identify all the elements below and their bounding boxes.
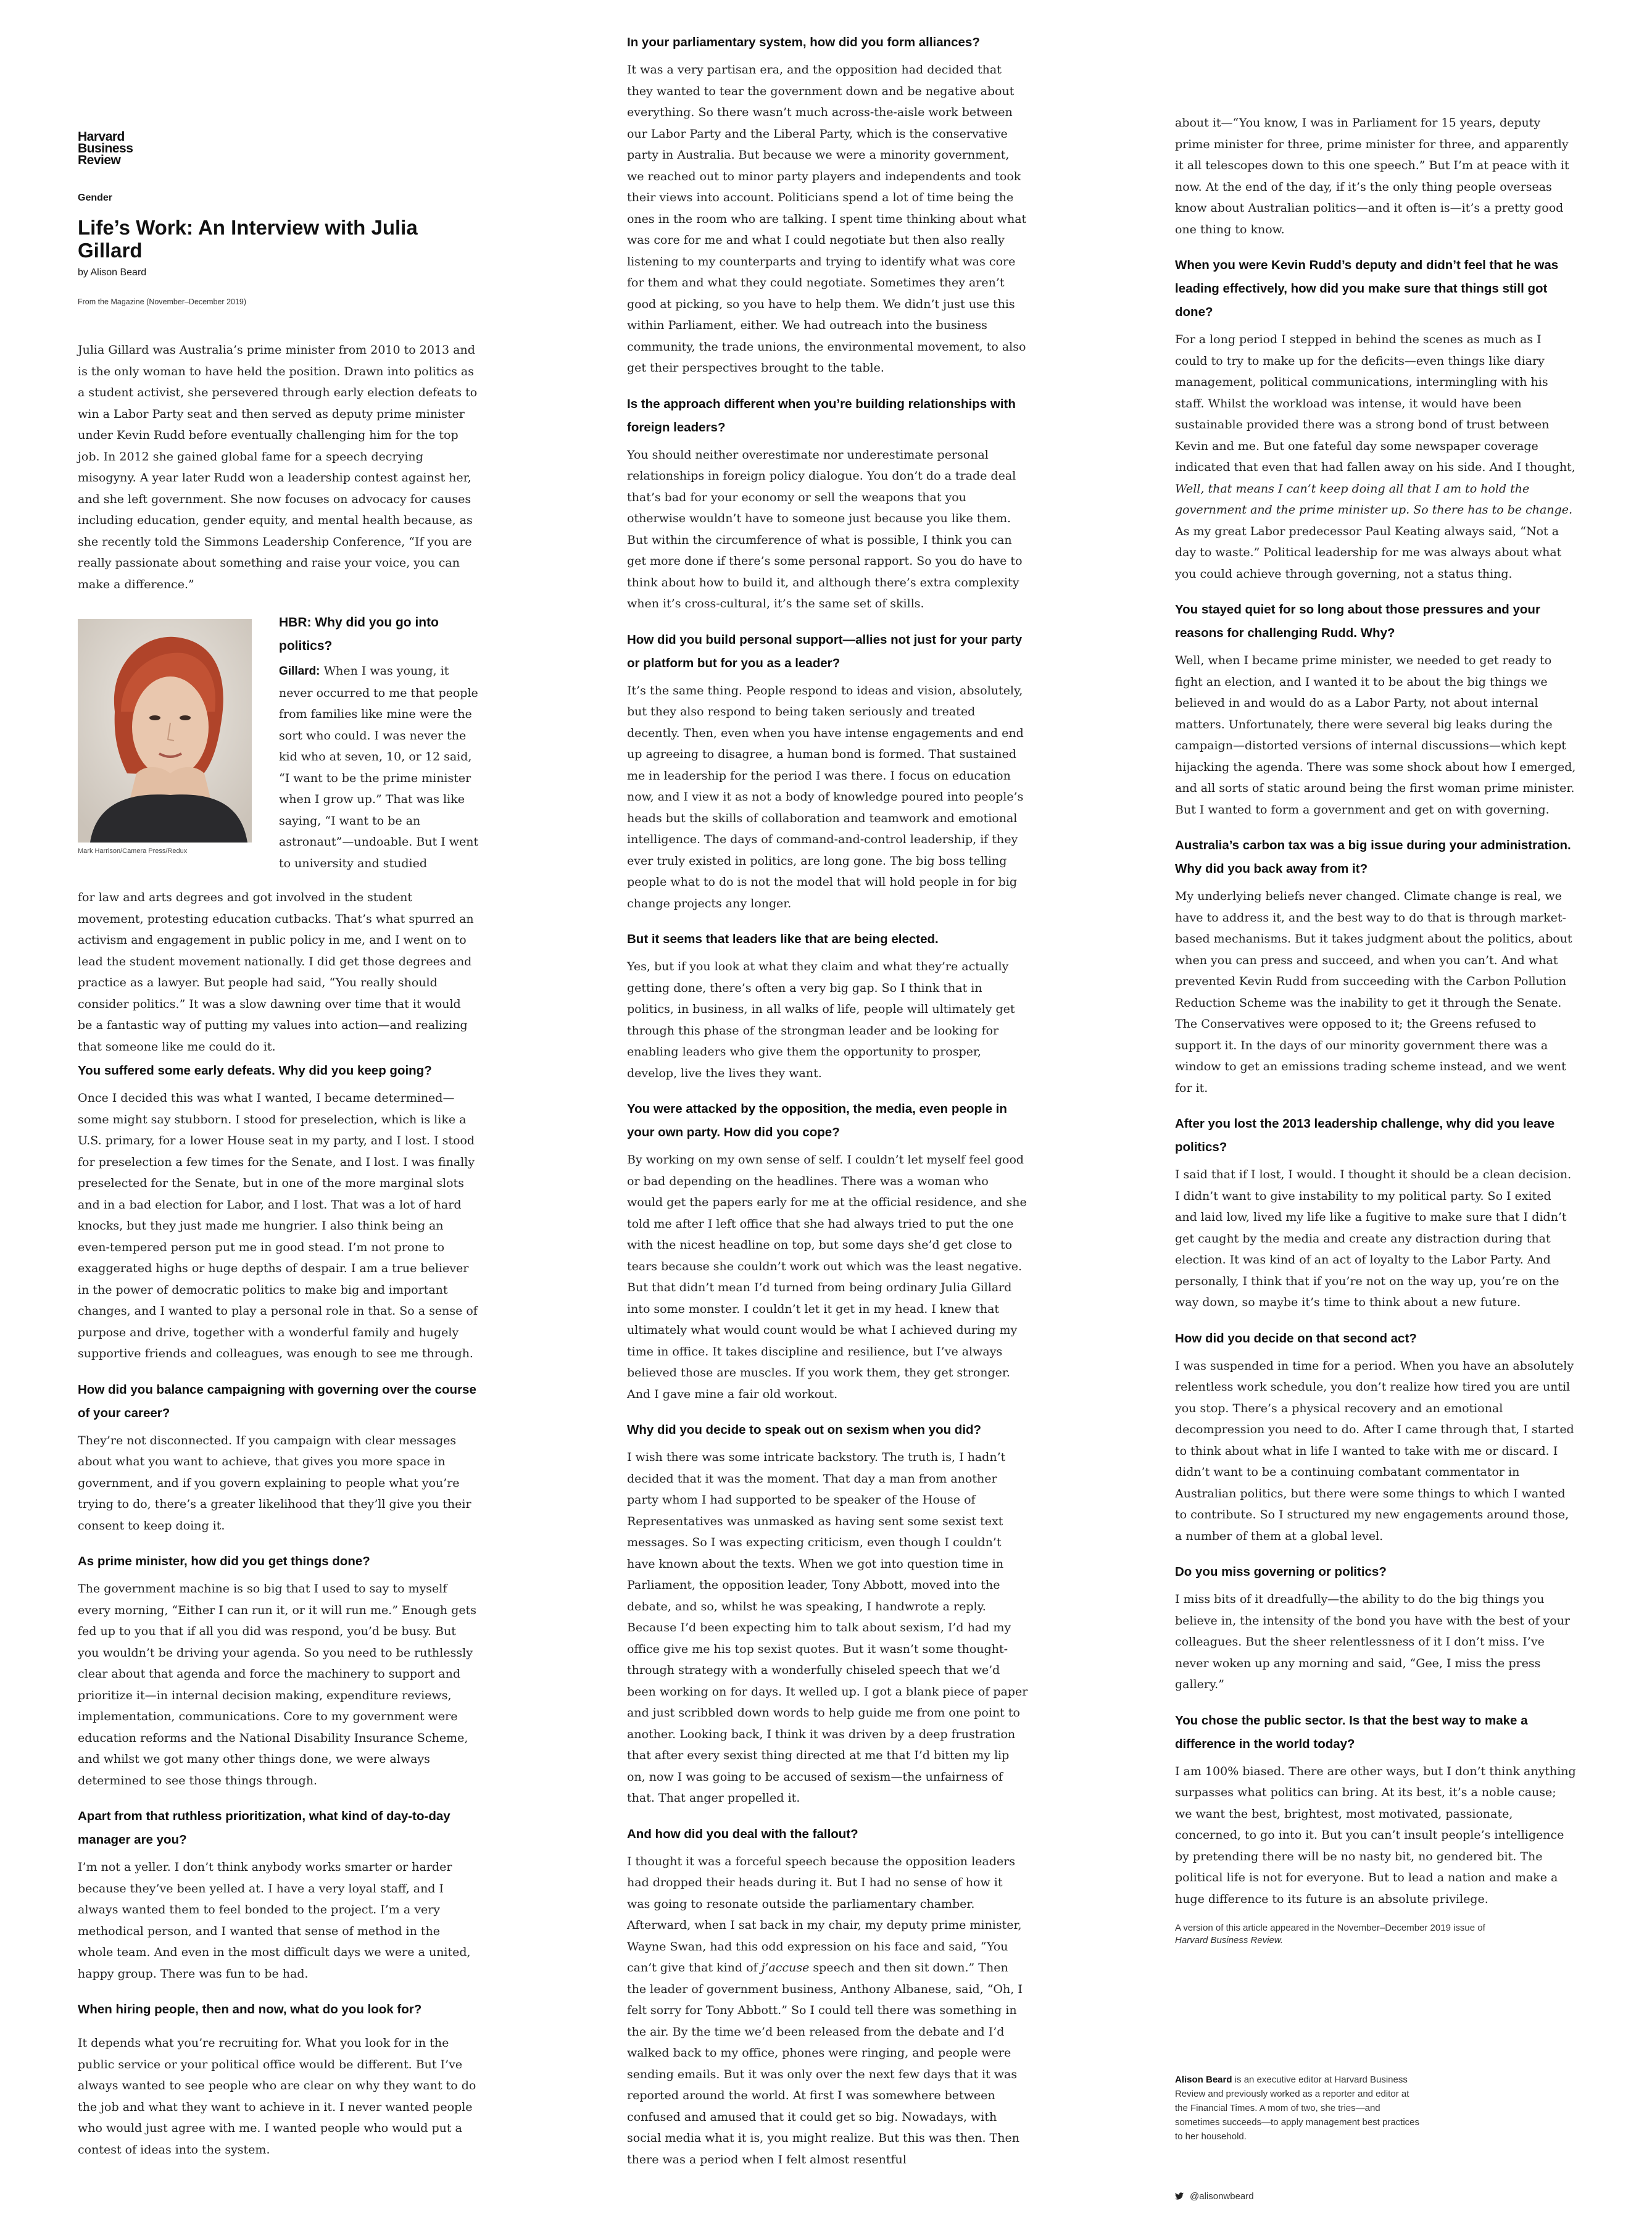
article-intro: Julia Gillard was Australia’s prime minister from 2010 to 2013 and is the only woman to have held the position. Drawn into politics as a student activist, she persevered through early election defeats to win a Labor Party seat and then served as deputy prime minister under Kevin Rudd before eventually challenging him for the top job. In 2012 she gained global fame for a speech decrying misogyny. A year later Rudd won a leadership contest against her, and she left government. She now focuses on advocacy for causes including education, gender equity, and mental health because, as she recently told the Simmons Leadership Conference, “If you are really passionate about something and raise your voice, you can make a difference.” (78, 343, 478, 591)
author-name[interactable]: Alison Beard (1175, 2074, 1232, 2085)
author-twitter[interactable] (1175, 2191, 1254, 2202)
answer-paragraph: I said that if I lost, I would. I thought it should be a clean decision. I didn’t want to give instability to my political party. So I exited and laid low, lived my life like a fugitive to make sure that I didn’t get caught by the media and create any distraction during that election. It was kind of an act of loyalty to the Labor Party. And personally, I think that if you’re not on the way up, you’re on the way down, so maybe it’s time to think about a new future. (1175, 1168, 1572, 1309)
answer-paragraph: Once I decided this was what I wanted, I became determined—some might say stubborn. I stood for preselection, which is like a U.S. primary, for a lower House seat in my party, and I lost. I stood for preselection a few times for the Senate, and I lost. I was finally preselected for the Senate, but in one of the more marginal slots and in a bad election for Labor, and I lost. That was a lot of hard knocks, but they just made me hungrier. I also think being an even-tempered person put me in good stead. I’m not prone to exaggerated highs or huge depths of despair. I am a true believer in the power of democratic politics to make big and important changes, and I wanted to play a personal role in that. So a sense of purpose and drive, together with a wonderful family and hugely supportive friends and colleagues, was enough to see me through. (78, 1091, 478, 1360)
answer-paragraph: It was a very partisan era, and the opposition had decided that they wanted to tear the government down and be negative about everything. So there wasn’t much across-the-aisle work between our Labor Party and the Liberal Party, which is the conservative party in Australia. But because we were a minority government, we reached out to minor party players and independents and took their views into account. Politicians spend a lot of time being the ones in the room who are talking. I spent time thinking about what was core for me and what I could negotiate but then also really listening to my counterparts and trying to identify what was core for them and what they could negotiate. Sometimes they aren’t good at picking, so you have to help them. We didn’t just use this within Parliament, either. We had outreach into the business community, the trade unions, the environmental movement, to also get their perspectives brought to the table. (627, 63, 1027, 375)
issue-note-publication[interactable]: Harvard Business Review. (1175, 1935, 1284, 1945)
question-heading: Do you miss governing or politics? (1175, 1565, 1387, 1579)
question-heading: How did you decide on that second act? (1175, 1331, 1417, 1346)
answer-paragraph (279, 660, 479, 874)
answer-paragraph (627, 1851, 1028, 2171)
qa-block-first (279, 611, 479, 874)
column-1-qa (78, 1059, 479, 2160)
answer-text: When I was young, it never occurred to me that people from families like mine were the sort who could. I was never the kid who at seven, 10, or 12 said, “I want to be the prime minister when I grow up.” That was like saying, “I want to be an astronaut”—undoable. But I went to university and studied (279, 664, 479, 870)
answer-paragraph: I wish there was some intricate backstory. The truth is, I hadn’t decided that it was the moment. That day a man from another party whom I had supported to be speaker of the House of Representatives was unmasked as having sent some sexist text messages. So I was expecting criticism, even though I couldn’t have known about the texts. When we got into question time in Parliament, the opposition leader, Tony Abbott, moved into the debate, and so, whilst he was speaking, I handwrote a reply. Because I’d been expecting him to talk about sexism, I’d had my office give me his top sexist quotes. But it wasn’t some thought-through strategy with a wonderfully chiseled speech that we’d been working on for days. It welled up. I got a blank piece of paper and just scribbled down words to help guide me from one point to another. Looking back, I think it was driven by a deep frustration that after every sexist thing directed at me that I’d bitten my lip on, now I was going to be accused of sexism—the unfairness of that. That anger propelled it. (627, 1450, 1028, 1805)
answer-paragraph: It depends what you’re recruiting for. What you look for in the public service or your political office would be different. But I’ve always wanted to see people who are clear on why they want to do the job and what they want to achieve in it. I never wanted people who would just agree with me. I wanted people who would put a contest of ideas into the system. (78, 2036, 476, 2157)
question-heading: How did you balance campaigning with governing over the course of your career? (78, 1382, 476, 1420)
question-heading: You stayed quiet for so long about those pressures and your reasons for challenging Rudd. Why? (1175, 602, 1540, 640)
issue-note (1175, 1922, 1576, 1947)
answer-paragraph: The government machine is so big that I used to say to myself every morning, “Either I can run it, or it will run me.” Enough gets fed up to you that if all you did was respond, you’d be busy. But you wouldn’t be driving your agenda. So you need to be ruthlessly clear about that agenda and force the machinery to support and prioritize it—in internal decision making, expenditure reviews, implementation, communications. Core to my government were education reforms and the National Disability Insurance Scheme, and whilst we got many other things done, we were always determined to see those things through. (78, 1582, 476, 1787)
magazine-source: From the Magazine (November–December 2019) (78, 298, 247, 306)
answer-paragraph: They’re not disconnected. If you campaign with clear messages about what you want to achieve, that gives you more space in government, and if you govern explaining to people what you’re trying to do, there’s a greater likelihood that they’ll give you their consent to keep doing it. (78, 1433, 471, 1533)
question-heading: And how did you deal with the fallout? (627, 1826, 858, 1841)
answer-continuation: about it—“You know, I was in Parliament for 15 years, deputy prime minister for three, prime minister for three, and apparently it all telescopes down to this one speech.” But I’m at peace with it now. At the end of the day, if it’s the only thing people overseas know about Australian politics—and it often is—it’s a pretty good one thing to know. (1175, 116, 1569, 236)
hbr-logo[interactable] (78, 131, 133, 166)
question-heading: Apart from that ruthless prioritization, what kind of day-to-day manager are you? (78, 1809, 450, 1847)
logo-line-1: Harvard (78, 130, 125, 144)
answer-paragraph: It’s the same thing. People respond to ideas and vision, absolutely, but they also respond to being taken seriously and treated decently. Then, even when you have intense engagements and end up agreeing to disagree, a human bond is formed. That sustained me in leadership for the period I was there. I focus on education now, and I view it as not a body of knowledge poured into people’s heads but the skills of collaboration and teamwork and emotional intelligence. The days of command-and-control leadership, if they ever truly existed in politics, are long gone. The big boss telling people what to do is not the model that will hold people in for big change projects any longer. (627, 683, 1024, 910)
question-heading: But it seems that leaders like that are being elected. (627, 932, 939, 946)
speaker-label: Gillard: (279, 665, 320, 678)
question-heading: You chose the public sector. Is that the best way to make a difference in the world today? (1175, 1713, 1528, 1751)
column-3-qa (1175, 112, 1576, 1947)
twitter-icon (1175, 2192, 1184, 2200)
question-heading: As prime minister, how did you get things done? (78, 1554, 370, 1568)
answer-text: For a long period I stepped in behind the scenes as much as I could to try to make up for the deficits—even things like diary management, political communications, intermingling with his staff. Whilst the workload was intense, it would have been sustainable provided there was a strong bond of trust between Kevin and me. But one fateful day some newspaper coverage indicated that even that had fallen away on his side. And I thought, (1175, 333, 1575, 474)
answer-text: speech and then sit down.” Then the leader of government business, Anthony Albanese, said, “Oh, I felt sorry for Tony Abbott.” So I could tell there was something in the air. By the time we’d been released from the debate and I’d walked back to my office, phones were ringing, and people were sending emails. But it was only over the next few days that it was reported around the world. At first I was somewhere between confused and amused that it could get so big. Nowadays, with social media what it is, you might realize. But this was then. Then there was a period when I felt almost resentful (627, 1961, 1023, 2166)
answer-paragraph (1175, 329, 1576, 585)
answer-paragraph: Well, when I became prime minister, we needed to get ready to fight an election, and I wanted it to be about the big things we believed in and would do as a Labor Party, not about internal matters. Unfortunately, there were several big leaks during the campaign—distorted versions of internal discussions—which kept hijacking the agenda. There was some shock about how I emerged, and all sorts of static around being the first woman prime minister. But I wanted to form a government and get on with governing. (1175, 654, 1576, 817)
topic-tag[interactable]: Gender (78, 193, 113, 203)
column-2-qa (627, 31, 1028, 2170)
question-heading: You suffered some early defeats. Why did you keep going? (78, 1063, 432, 1078)
question-heading: You were attacked by the opposition, the media, even people in your own party. How did you cope? (627, 1102, 1007, 1139)
answer-paragraph: I’m not a yeller. I don’t think anybody works smarter or harder because they’ve been yelled at. I have a very loyal staff, and I always wanted them to feel bonded to the project. I’m a very methodical person, and I wanted that sense of method in the whole team. And even in the most difficult days we were a united, happy group. There was fun to be had. (78, 1860, 471, 1981)
answer-paragraph: By working on my own sense of self. I couldn’t let myself feel good or bad depending on the headlines. There was a woman who would get the papers early for me at the official residence, and she told me after I left office that she had always tried to put the one with the nicest headline on top, but some days she’d get close to tears because she couldn’t work out which was the least negative. But that didn’t mean I’d turned from being ordinary Julia Gillard into some monster. I couldn’t let it get in my head. I knew that ultimately what would count would be what I achieved during my time in office. It takes discipline and resilience, but I’ve always believed those are muscles. If you work them, they get stronger. And I gave mine a fair old workout. (627, 1153, 1027, 1401)
answer-paragraph: My underlying beliefs never changed. Climate change is real, we have to address it, and the best way to do that is through market-based mechanisms. But it takes judgment about the politics, about when you can press and succeed, and when you can’t. And what prevented Kevin Rudd from succeeding with the Carbon Pollution Reduction Scheme was the inability to get it through the Senate. The Conservatives were opposed to it; the Greens refused to support it. In the days of our minority government there was a window to get an emissions trading scheme instead, and we went for it. (1175, 889, 1572, 1095)
logo-line-2: Business (78, 141, 133, 156)
author-bio (1175, 2073, 1422, 2144)
answer-paragraph: I am 100% biased. There are other ways, but I don’t think anything surpasses what politics can bring. At its best, it’s a noble cause; we want the best, brightest, most motivated, passionate, concerned, to go into it. But you can’t insult people’s intelligence by pretending there will be no nasty bit, no gendered bit. The political life is not for everyone. But to lead a nation and make a huge difference to its future is an absolute privilege. (1175, 1764, 1576, 1906)
question-heading: Is the approach different when you’re building relationships with foreign leaders? (627, 396, 1016, 435)
portrait-figure (78, 619, 252, 855)
answer-text: As my great Labor predecessor Paul Keating always said, “Not a day to waste.” Political leadership for me was always about what you could achieve through governing, not a status thing. (1175, 524, 1562, 581)
answer-paragraph: You should neither overestimate nor underestimate personal relationships in foreign policy dialogue. You don’t do a trade deal that’s bad for your economy or sell the weapons that you otherwise wouldn’t have to someone just because you like them. But within the circumference of what is possible, I think you can get more done if there’s some personal rapport. So you do have to think about how to build it, and although there’s extra complexity when it’s cross-cultural, it’s the same set of skills. (627, 447, 1023, 610)
article-title: Life’s Work: An Interview with Julia Gillard (78, 216, 418, 262)
question-heading: HBR: Why did you go into politics? (279, 615, 439, 653)
answer-emphasis: j’accuse (761, 1961, 810, 1974)
twitter-handle: @alisonwbeard (1190, 2191, 1254, 2202)
byline: by Alison Beard (78, 267, 147, 278)
answer-paragraph: I was suspended in time for a period. When you have an absolutely relentless work schedule, you don’t realize how tired you are until you stop. There’s a physical recovery and an emotional decompression you need to do. After I came through that, I started to think about what in life I wanted to take with me or discard. I didn’t want to be a continuing combatant commentator in Australian politics, but there were some things to which I wanted to contribute. So I structured my new engagements around those, a number of them at a global level. (1175, 1359, 1574, 1543)
question-heading: How did you build personal support—allies not just for your party or platform but for you as a leader? (627, 632, 1023, 670)
answer-continuation: for law and arts degrees and got involved in the student movement, protesting education cutbacks. That’s what spurred an activism and engagement in public policy in me, and I went on to lead the student movement nationally. I did get those degrees and practice as a lawyer. But people had said, “You really should consider politics.” It was a slow dawning over time that it would be a fantastic way of putting my values into action—and realizing that someone like me could do it. (78, 891, 474, 1054)
answer-paragraph: I miss bits of it dreadfully—the ability to do the big things you believe in, the intensity of the bond you have with the best of your colleagues. But the sheer relentlessness of it I don’t miss. I’ve never woken up any morning and said, “Gee, I miss the press gallery.” (1175, 1592, 1571, 1691)
question-heading: When hiring people, then and now, what do you look for? (78, 2002, 422, 2016)
question-heading: Why did you decide to speak out on sexism when you did? (627, 1423, 982, 1437)
question-heading: When you were Kevin Rudd’s deputy and didn’t feel that he was leading effectively, how did you make sure that things still got done? (1175, 258, 1559, 319)
issue-note-text: A version of this article appeared in the November–December 2019 issue of (1175, 1923, 1485, 1933)
logo-line-3: Review (78, 153, 121, 167)
question-heading: After you lost the 2013 leadership challenge, why did you leave politics? (1175, 1117, 1555, 1154)
answer-paragraph: Yes, but if you look at what they claim and what they’re actually getting done, there’s often a very big gap. So I think that in politics, in business, in all walks of life, people will ultimately get through this phase of the strongman leader and be looking for enabling leaders who give them the opportunity to prosper, develop, live the lives they want. (627, 960, 1015, 1080)
question-heading: Australia’s carbon tax was a big issue during your administration. Why did you back away from it? (1175, 838, 1571, 876)
question-heading: In your parliamentary system, how did you form alliances? (627, 35, 980, 49)
portrait-photo (78, 619, 252, 843)
answer-emphasis: Well, that means I can’t keep doing all that I am to hold the government and the prime minister up. So there has to be change. (1175, 481, 1573, 517)
photo-credit: Mark Harrison/Camera Press/Redux (78, 847, 188, 855)
answer-text: I thought it was a forceful speech because the opposition leaders had dropped their heads during it. But I had no sense of how it was going to resonate outside the parliamentary chamber. Afterward, when I sat back in my chair, my deputy prime minister, Wayne Swan, had this odd expression on his face and said, “You can’t give that kind of (627, 1854, 1022, 1974)
author-bio-text: is an executive editor at Harvard Business Review and previously worked as a reporter and editor at the Financial Times. A mom of two, she tries—and sometimes succeeds—to apply management best practices to her household. (1175, 2074, 1420, 2142)
